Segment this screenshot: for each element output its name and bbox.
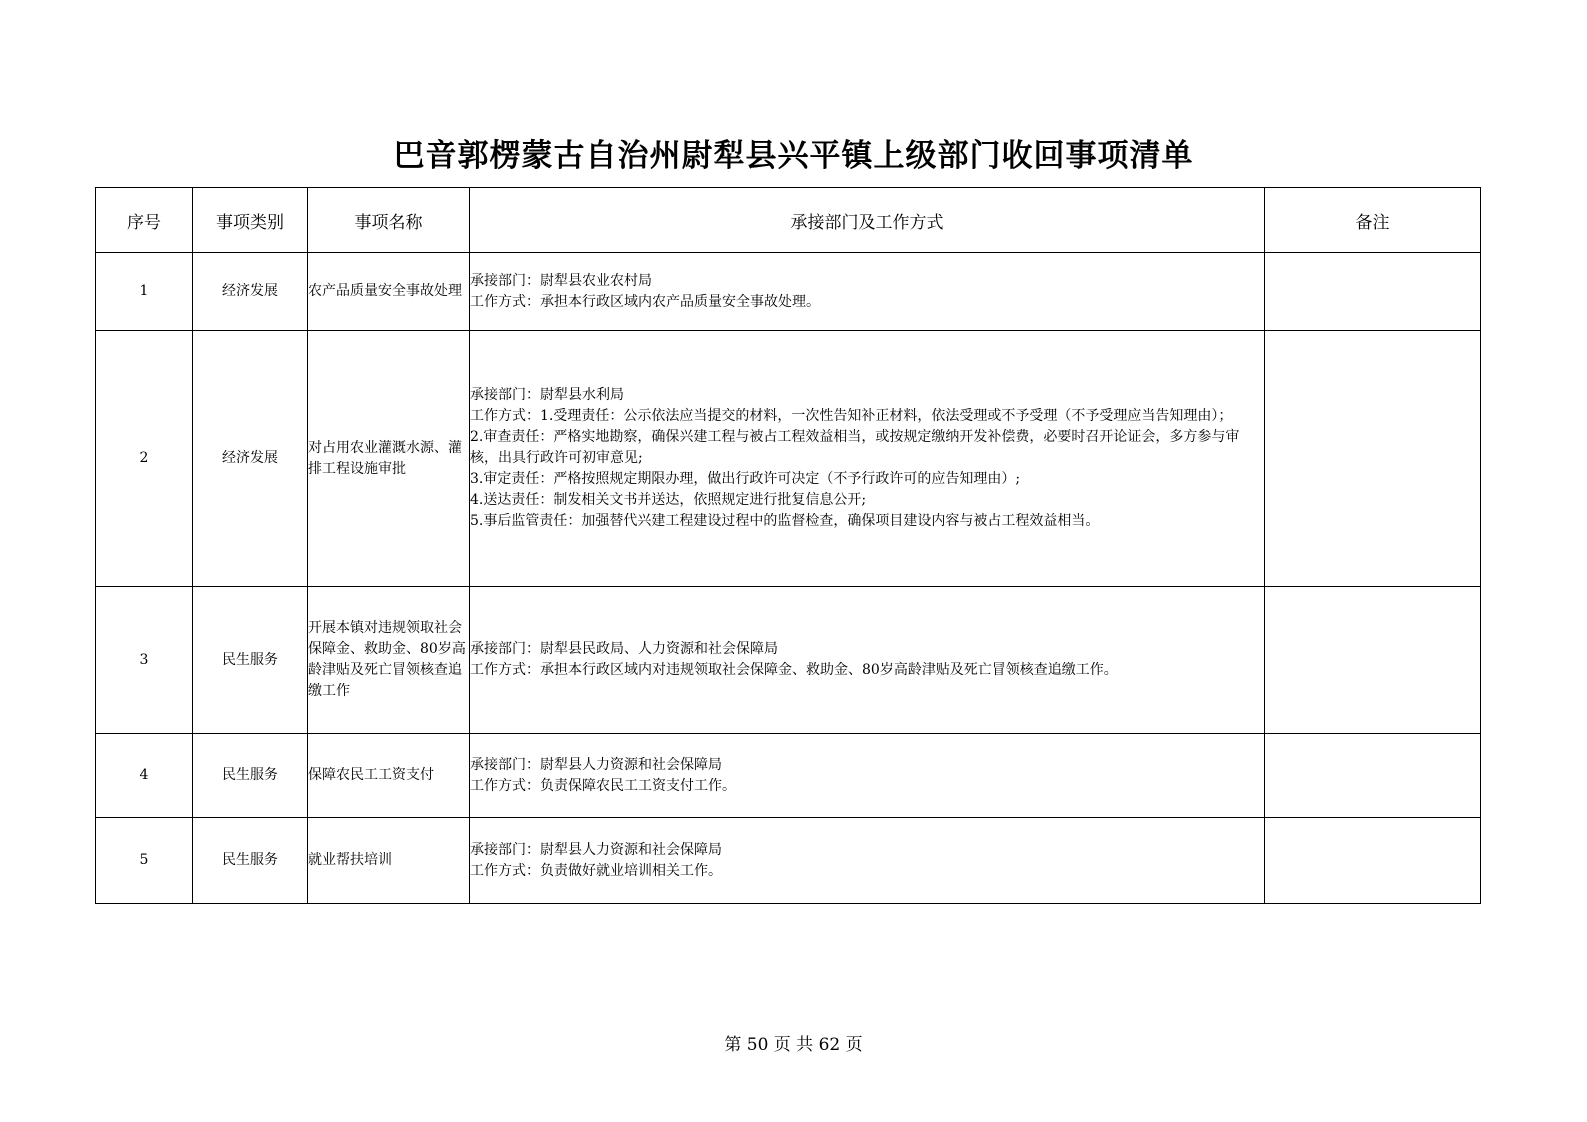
header-dept-method: 承接部门及工作方式 xyxy=(470,188,1265,253)
row-name: 就业帮扶培训 xyxy=(308,818,470,904)
page-title: 巴音郭楞蒙古自治州尉犁县兴平镇上级部门收回事项清单 xyxy=(393,138,1194,174)
header-category: 事项类别 xyxy=(193,188,308,253)
row-line: 2.审查责任：严格实地勘察，确保兴建工程与被占工程效益相当，或按规定缴纳开发补偿费，必要时召开论证会，多方参与审核，出具行政许可初审意见; xyxy=(470,429,1240,466)
row-name: 对占用农业灌溉水源、灌排工程设施审批 xyxy=(308,331,470,587)
table-row xyxy=(96,253,1481,331)
row-remark xyxy=(1265,587,1481,734)
row-line: 工作方式：承担本行政区域内对违规领取社会保障金、救助金、80岁高龄津贴及死亡冒领核查追缴工作。 xyxy=(470,662,1118,678)
row-line: 3.审定责任：严格按照规定期限办理，做出行政许可决定（不予行政许可的应告知理由）; xyxy=(470,471,1021,487)
row-no: 4 xyxy=(96,734,193,818)
row-line: 承接部门：尉犁县人力资源和社会保障局 xyxy=(470,756,722,773)
row-dept-method xyxy=(470,253,1265,331)
items-table xyxy=(95,187,1481,904)
header-row xyxy=(96,188,1481,253)
row-remark xyxy=(1265,331,1481,587)
table-row xyxy=(96,331,1481,587)
header-remark: 备注 xyxy=(1265,188,1481,253)
row-no: 5 xyxy=(96,818,193,904)
row-category: 民生服务 xyxy=(193,587,308,734)
header-name: 事项名称 xyxy=(308,188,470,253)
header-no: 序号 xyxy=(96,188,193,253)
row-remark xyxy=(1265,253,1481,331)
page-number: 第 50 页 共 62 页 xyxy=(724,1035,863,1055)
row-line: 承接部门：尉犁县民政局、人力资源和社会保障局 xyxy=(470,641,778,657)
row-line: 承接部门：尉犁县人力资源和社会保障局 xyxy=(470,841,722,858)
row-line: 工作方式：承担本行政区域内农产品质量安全事故处理。 xyxy=(470,293,820,310)
row-line: 工作方式：1.受理责任：公示依法应当提交的材料，一次性告知补正材料，依法受理或不予受理（不予受理应当告知理由）； xyxy=(470,408,1233,424)
row-name: 农产品质量安全事故处理 xyxy=(308,253,470,331)
row-line: 5.事后监管责任：加强替代兴建工程建设过程中的监督检查，确保项目建设内容与被占工程效益相当。 xyxy=(470,513,1100,529)
row-dept-method xyxy=(470,587,1265,734)
row-no: 3 xyxy=(96,587,193,734)
row-line: 工作方式：负责保障农民工工资支付工作。 xyxy=(470,777,736,794)
row-category: 民生服务 xyxy=(193,734,308,818)
row-category: 经济发展 xyxy=(193,253,308,331)
row-dept-method xyxy=(470,734,1265,818)
row-no: 1 xyxy=(96,253,193,331)
row-category: 经济发展 xyxy=(193,331,308,587)
row-category: 民生服务 xyxy=(193,818,308,904)
table-row xyxy=(96,587,1481,734)
row-line: 承接部门：尉犁县水利局 xyxy=(470,387,624,403)
row-line: 4.送达责任：制发相关文书并送达，依照规定进行批复信息公开; xyxy=(470,492,867,508)
row-dept-method xyxy=(470,331,1265,587)
row-remark xyxy=(1265,734,1481,818)
table-row xyxy=(96,818,1481,904)
row-name: 开展本镇对违规领取社会保障金、救助金、80岁高龄津贴及死亡冒领核查追缴工作 xyxy=(308,587,470,734)
row-line: 工作方式：负责做好就业培训相关工作。 xyxy=(470,862,722,879)
row-dept-method xyxy=(470,818,1265,904)
row-name: 保障农民工工资支付 xyxy=(308,734,470,818)
row-no: 2 xyxy=(96,331,193,587)
table-row xyxy=(96,734,1481,818)
row-remark xyxy=(1265,818,1481,904)
row-line: 承接部门：尉犁县农业农村局 xyxy=(470,272,652,289)
